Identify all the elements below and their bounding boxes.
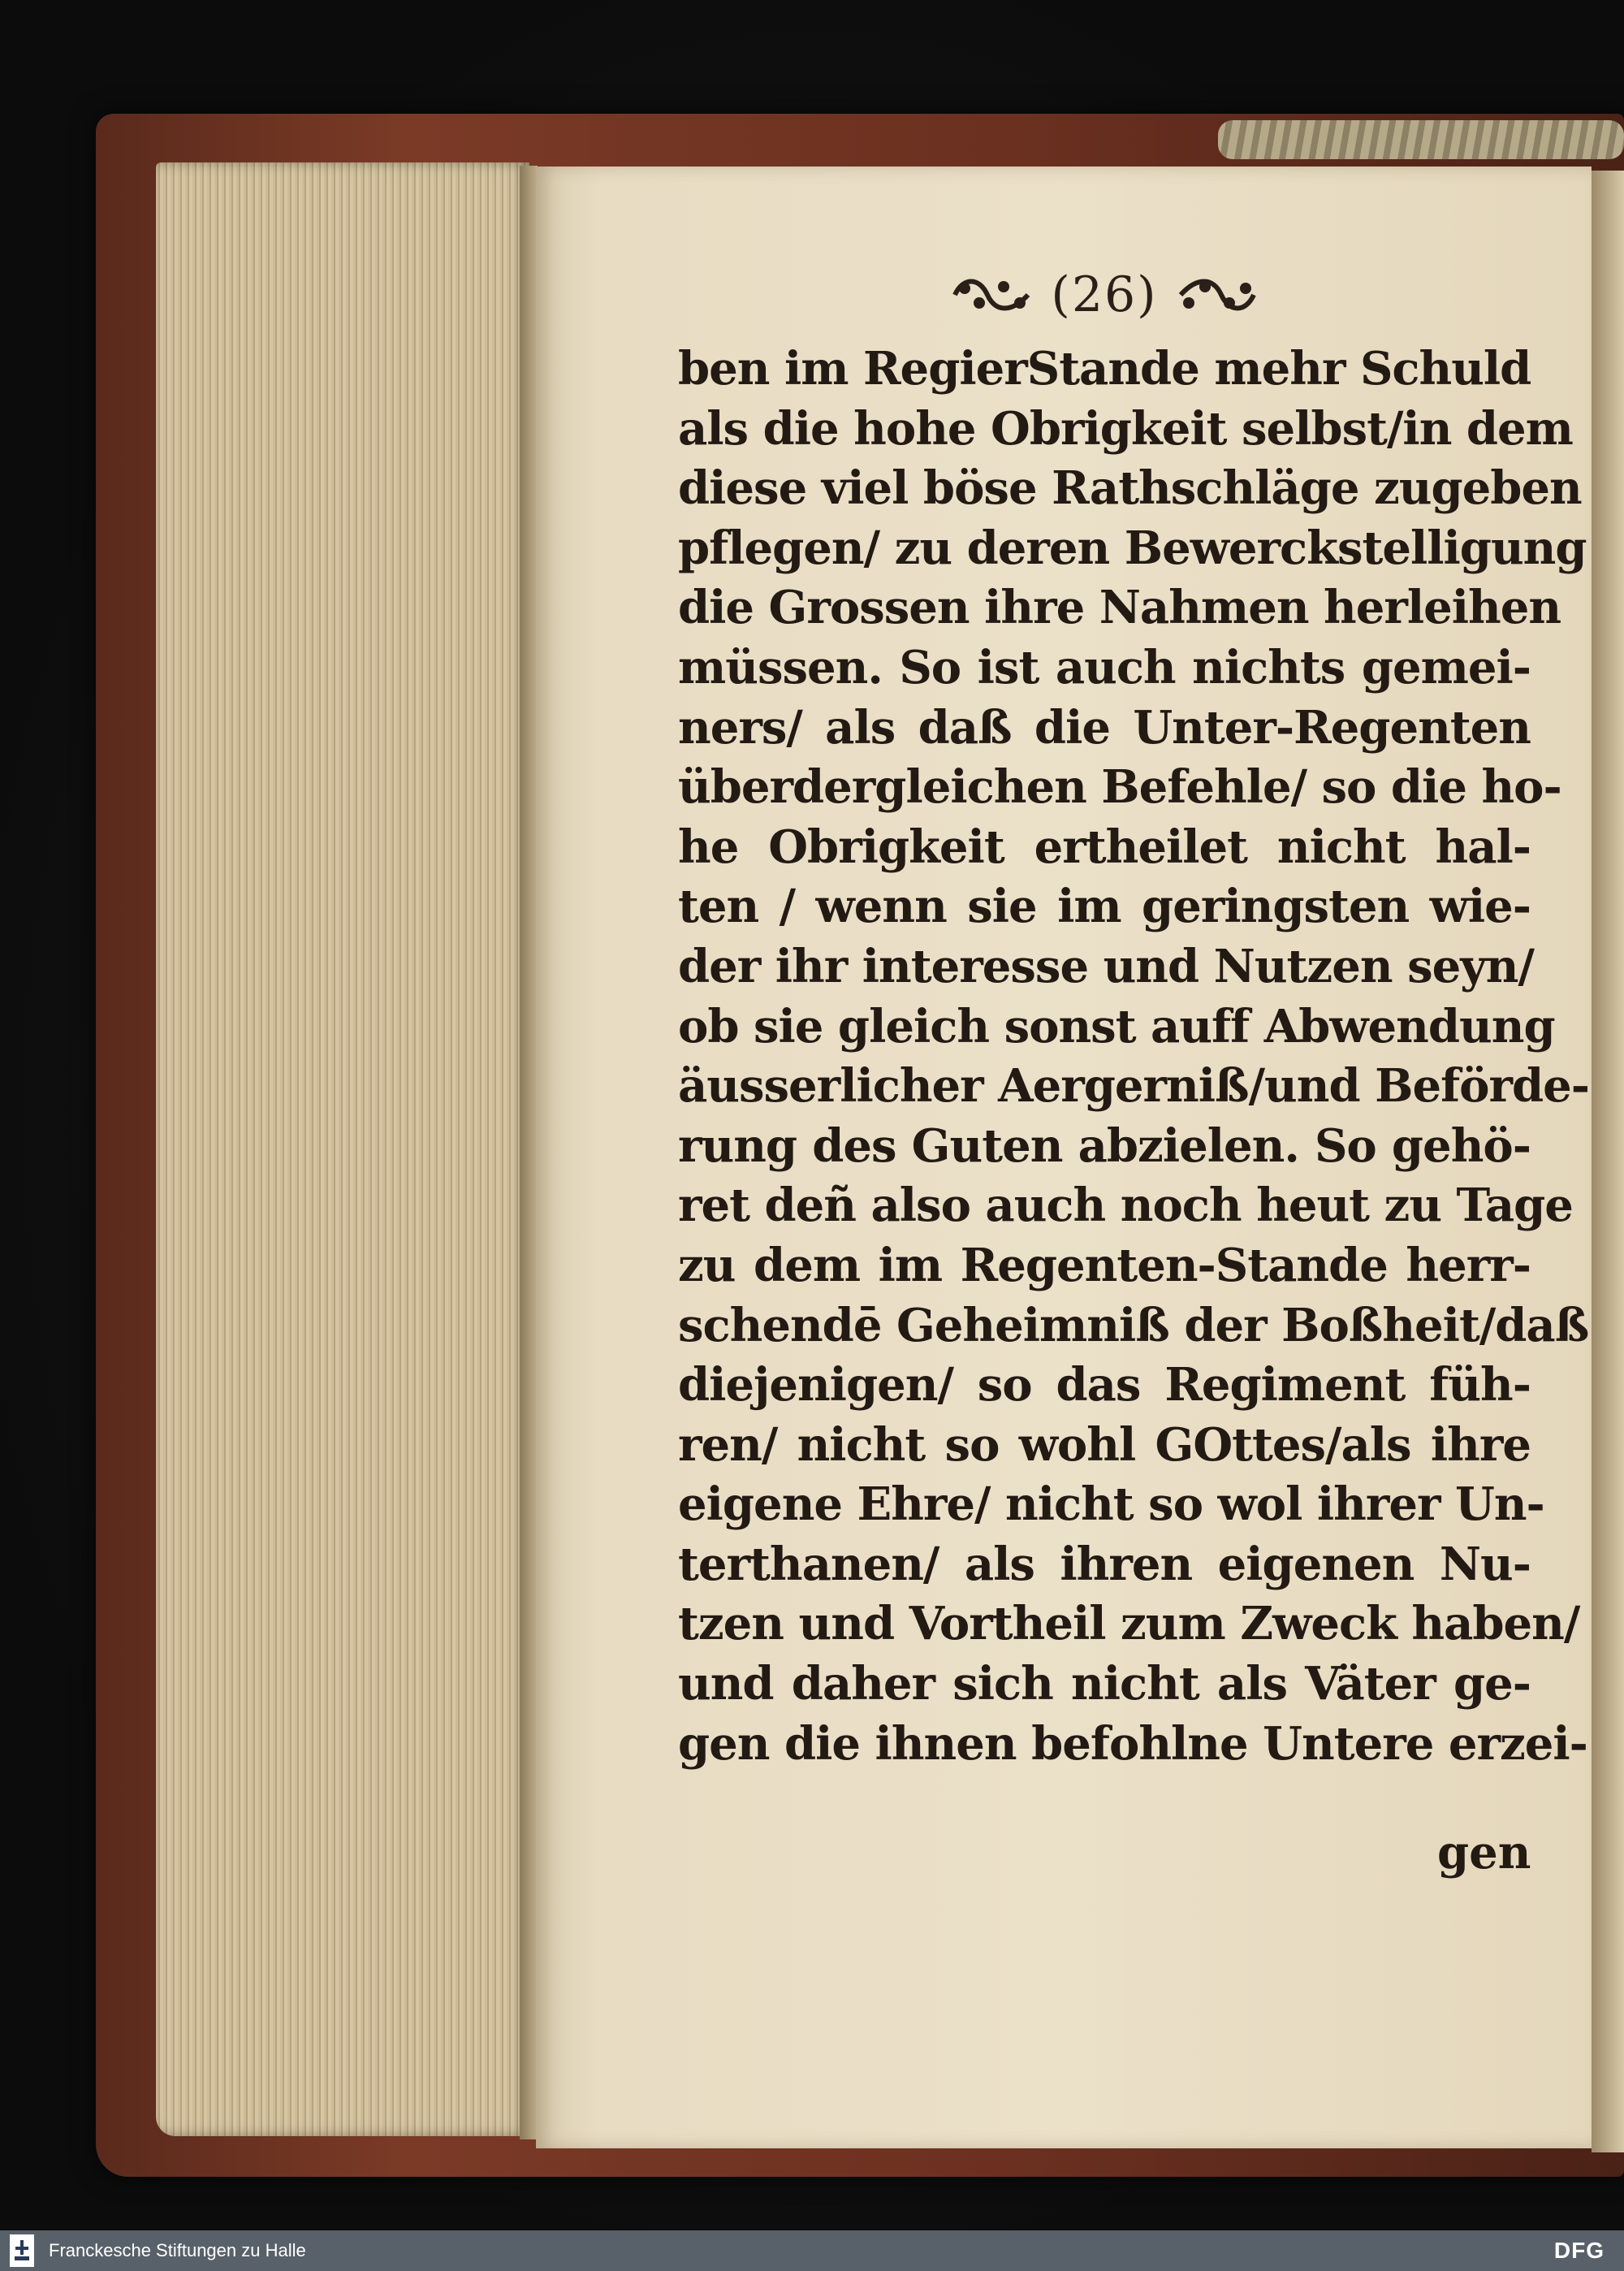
text-line: diejenigen/ so das Regiment füh- [678,1358,1531,1412]
text-line: zu dem im Regenten-Stande herr- [678,1238,1531,1292]
text-line: die Grossen ihre Nahmen herleihen [678,581,1561,635]
ornament-left-icon [947,272,1036,318]
text-line: müssen. So ist auch nichts gemei- [678,640,1531,694]
text-line: äusserlicher Aergerniß/und Beförde- [678,1059,1590,1114]
text-line: gen die ihnen befohlne Untere erzei- [678,1716,1587,1771]
text-line: diese viel böse Rathschläge zugeben [678,461,1582,516]
text-line: ners/ als daß die Unter-Regenten [678,700,1531,755]
body-text [678,340,1590,1774]
text-line: der ihr interesse und Nutzen seyn/ [678,939,1534,993]
text-line: rung des Guten abzielen. So gehö- [678,1118,1531,1173]
text-line: ten / wenn sie im geringsten wie- [678,880,1531,934]
text-line: ret deñ also auch noch heut zu Tage [678,1179,1573,1233]
page-stack [156,162,529,2136]
viewer-footer [0,2230,1624,2271]
text-line: ren/ nicht so wohl GOttes/als ihre [678,1417,1531,1472]
text-line: tzen und Vortheil zum Zweck haben/ [678,1597,1580,1651]
text-line: terthanen/ als ihren eigenen Nu- [678,1537,1531,1591]
text-line: ben im RegierStande mehr Schuld [678,342,1531,396]
institution-logo-icon [10,2234,34,2267]
text-line: schendē Geheimniß der Boßheit/daß [678,1298,1589,1352]
ornament-right-icon [1173,272,1262,318]
text-line: eigene Ehre/ nicht so wol ihrer Un- [678,1477,1544,1532]
text-line: als die hohe Obrigkeit selbst/in dem [678,401,1573,456]
text-line: ob sie gleich sonst auff Abwendung [678,999,1555,1053]
funder-logo: DFG [1553,2238,1605,2263]
gutter-shadow [520,166,538,2139]
facing-page-edge [1592,171,1624,2152]
text-line: pflegen/ zu deren Bewerckstelligung [678,521,1587,575]
text-line: und daher sich nicht als Väter ge- [678,1657,1531,1711]
institution-name: Franckesche Stiftungen zu Halle [49,2240,306,2260]
page-number: (26) [1051,266,1158,323]
text-line: überdergleichen Befehle/ so die ho- [678,760,1561,815]
book-headband [1218,120,1624,159]
text-line: he Obrigkeit ertheilet nicht hal- [678,820,1531,874]
page-header [926,258,1283,331]
catchword: gen [1437,1826,1531,1880]
